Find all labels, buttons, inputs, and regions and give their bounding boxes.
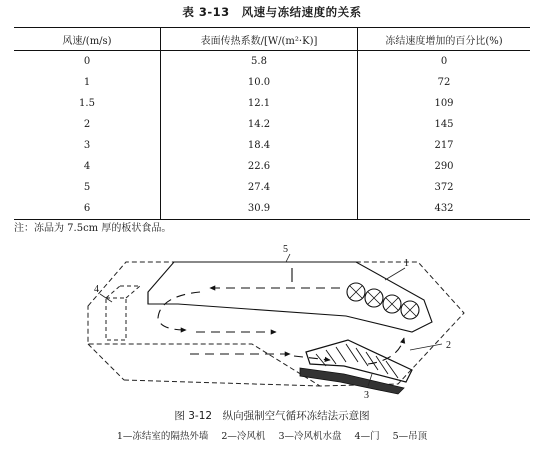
cell-heat-transfer: 30.9	[161, 198, 358, 220]
cell-wind-speed: 5	[83, 182, 91, 193]
cell-heat-transfer: 22.6	[161, 156, 358, 177]
legend-item-wall: 1—冻结室的隔热外墙	[116, 431, 209, 442]
label-2: 2	[446, 340, 451, 351]
table-note: 注：冻品为 7.5cm 厚的板状食品。	[14, 223, 172, 234]
cell-heat-transfer: 18.4	[161, 135, 358, 156]
legend-item-tray: 3—冷风机水盘	[278, 431, 342, 442]
cell-freezing-rate: 145	[358, 114, 531, 135]
cell-freezing-rate: 432	[358, 198, 531, 220]
cell-wind-speed: 6	[83, 203, 91, 214]
cell-freezing-rate: 109	[358, 93, 531, 114]
cell-freezing-rate: 290	[358, 156, 531, 177]
legend-item-cooler: 2—冷风机	[221, 431, 266, 442]
drip-tray	[300, 368, 404, 394]
cell-freezing-rate: 0	[358, 51, 531, 73]
fan-row	[347, 283, 419, 319]
label-3: 3	[364, 390, 369, 401]
cell-wind-speed: 2	[83, 119, 91, 130]
cell-heat-transfer: 5.8	[161, 51, 358, 73]
cell-wind-speed: 3	[83, 140, 91, 151]
label-5: 5	[283, 244, 288, 255]
cell-heat-transfer: 27.4	[161, 177, 358, 198]
header-freezing-rate: 冻结速度增加的百分比(%)	[358, 28, 531, 51]
cell-heat-transfer: 12.1	[161, 93, 358, 114]
label-1: 1	[404, 258, 409, 269]
cell-wind-speed: 4	[83, 161, 91, 172]
cell-heat-transfer: 14.2	[161, 114, 358, 135]
cell-heat-transfer: 10.0	[161, 72, 358, 93]
header-wind-speed: 风速/(m/s)	[62, 35, 112, 47]
label-4: 4	[94, 284, 99, 295]
figure-legend	[0, 428, 544, 442]
leader-lines	[100, 254, 442, 386]
cell-wind-speed: 0	[83, 56, 91, 67]
cell-freezing-rate: 372	[358, 177, 531, 198]
cell-wind-speed: 1	[83, 77, 91, 88]
cell-wind-speed: 1.5	[79, 98, 95, 109]
figure-caption: 图 3-12 纵向强制空气循环冻结法示意图	[174, 410, 370, 422]
header-heat-transfer: 表面传热系数/[W/(m²·K)]	[161, 28, 358, 51]
cell-freezing-rate: 217	[358, 135, 531, 156]
cell-freezing-rate: 72	[358, 72, 531, 93]
table-title: 表 3-13 风速与冻结速度的关系	[182, 5, 362, 19]
legend-item-ceiling: 5—吊顶	[392, 431, 428, 442]
door	[106, 286, 140, 340]
legend-item-door: 4—门	[354, 431, 380, 442]
